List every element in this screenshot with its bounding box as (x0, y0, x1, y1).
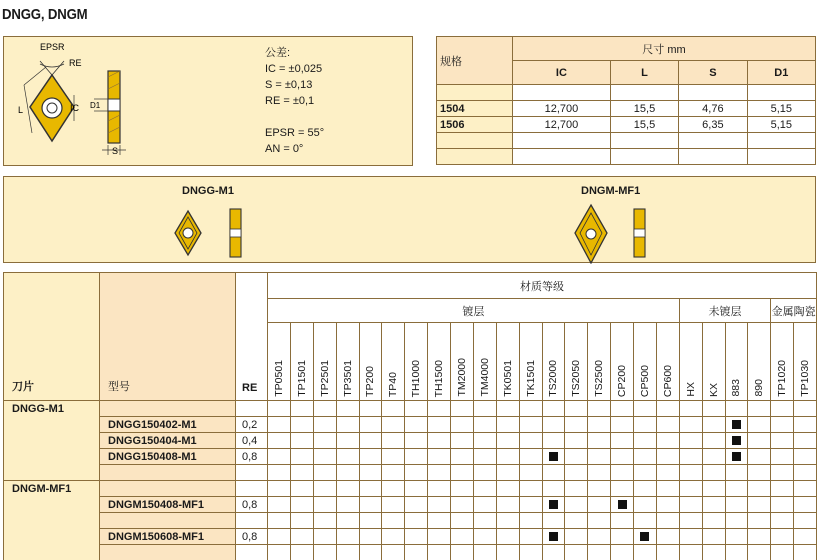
grade-cell (519, 417, 542, 433)
grade-cell (565, 433, 588, 449)
availability-mark-icon (549, 532, 558, 541)
grade-cell (702, 417, 725, 433)
grade-cell (725, 529, 748, 545)
grade-table-wrapper (3, 272, 816, 556)
grade-header (336, 323, 359, 401)
table-row (4, 433, 817, 449)
grade-cell (702, 497, 725, 513)
grade-cell (748, 529, 771, 545)
grade-header (702, 323, 725, 401)
grade-cell (268, 433, 291, 449)
grade-cell (771, 417, 794, 433)
angle-an: AN = 0° (265, 143, 304, 155)
grade-cell (611, 417, 634, 433)
grade-cell (679, 497, 702, 513)
grade-cell (473, 449, 496, 465)
grade-name: TS2500 (593, 360, 606, 397)
insert-side-view-icon (94, 71, 126, 155)
grade-cell (565, 449, 588, 465)
material-heading: 材质等级 (268, 273, 817, 299)
col-re-header: RE (236, 273, 268, 401)
grade-cell (359, 497, 382, 513)
grade-cell (519, 497, 542, 513)
grade-cell (565, 497, 588, 513)
grade-name: CP200 (616, 364, 629, 397)
size-heading: 尺寸 mm (513, 37, 816, 61)
grade-header (382, 323, 405, 401)
grade-cell (794, 417, 817, 433)
grade-cell (588, 449, 611, 465)
grade-cell (451, 529, 474, 545)
availability-mark-icon (640, 532, 649, 541)
grade-cell (702, 449, 725, 465)
grade-header (748, 323, 771, 401)
grade-cell (519, 433, 542, 449)
grade-cell (725, 449, 748, 465)
grade-cell (268, 497, 291, 513)
grade-cell (290, 497, 313, 513)
grade-cell (611, 449, 634, 465)
grade-cell (473, 497, 496, 513)
grade-cell (451, 449, 474, 465)
re-cell: 0,8 (236, 497, 268, 513)
model-cell: DNGG150408-M1 (100, 449, 236, 465)
grade-cell (725, 497, 748, 513)
grade-cell (771, 433, 794, 449)
group-cermet: 金属陶瓷 (771, 299, 817, 323)
grade-header (290, 323, 313, 401)
grade-cell (359, 449, 382, 465)
geometry-label-dngg-m1: DNGG-M1 (182, 185, 234, 197)
col-ic: IC (513, 61, 611, 85)
insert-drawing (4, 37, 414, 167)
page-title: DNGG, DNGM (2, 6, 88, 23)
grade-name: TP1020 (776, 360, 789, 397)
grade-cell (336, 449, 359, 465)
grade-name: 883 (730, 379, 743, 397)
grade-cell (405, 417, 428, 433)
grade-cell (771, 497, 794, 513)
grade-cell (405, 529, 428, 545)
grade-cell (519, 529, 542, 545)
grade-cell (313, 433, 336, 449)
grade-cell (588, 417, 611, 433)
grade-cell (313, 449, 336, 465)
grade-name: TS2050 (570, 360, 583, 397)
grade-cell (428, 449, 451, 465)
tolerance-ic: IC = ±0,025 (265, 63, 323, 75)
grade-cell (725, 433, 748, 449)
grade-cell (405, 497, 428, 513)
dngm-mf1-insert-icon (575, 205, 645, 263)
grade-header (313, 323, 336, 401)
insert-top-view-icon (24, 61, 74, 141)
grade-name: CP600 (661, 364, 674, 397)
table-row (4, 417, 817, 433)
grade-cell (542, 433, 565, 449)
grade-name: TK0501 (501, 360, 514, 397)
grade-header (679, 323, 702, 401)
grade-cell (496, 433, 519, 449)
grade-cell (656, 529, 679, 545)
grade-cell (290, 433, 313, 449)
grade-header (794, 323, 817, 401)
grade-cell (702, 529, 725, 545)
grade-name: TP1501 (295, 360, 308, 397)
tolerance-re: RE = ±0,1 (265, 95, 315, 107)
availability-mark-icon (732, 420, 741, 429)
grade-cell (336, 497, 359, 513)
grade-header (634, 323, 657, 401)
spec-header: 规格 (437, 37, 513, 85)
model-cell: DNGG150404-M1 (100, 433, 236, 449)
grade-header (588, 323, 611, 401)
grade-name: TS2000 (547, 360, 560, 397)
grade-cell (290, 417, 313, 433)
grade-cell (634, 497, 657, 513)
grade-cell (336, 529, 359, 545)
grade-header (542, 323, 565, 401)
grade-cell (656, 497, 679, 513)
grade-cell (565, 417, 588, 433)
grade-header (519, 323, 542, 401)
grade-header (359, 323, 382, 401)
grade-name: TK1501 (524, 360, 537, 397)
grade-cell (473, 417, 496, 433)
grade-cell (336, 433, 359, 449)
grade-cell (451, 433, 474, 449)
grade-header (611, 323, 634, 401)
re-cell: 0,4 (236, 433, 268, 449)
grade-cell (428, 433, 451, 449)
grade-cell (588, 497, 611, 513)
grade-cell (268, 417, 291, 433)
grade-name: KX (707, 382, 720, 397)
epsr-label: EPSR (40, 42, 65, 52)
grade-cell (679, 417, 702, 433)
grade-cell (702, 433, 725, 449)
grade-cell (359, 433, 382, 449)
grade-cell (656, 433, 679, 449)
re-cell: 0,8 (236, 529, 268, 545)
grade-header (565, 323, 588, 401)
tolerance-block (265, 45, 324, 157)
grade-name: TP3501 (341, 360, 354, 397)
grade-cell (634, 529, 657, 545)
grade-header (656, 323, 679, 401)
grade-cell (794, 433, 817, 449)
grade-name: TH1500 (433, 359, 446, 397)
model-cell: DNGM150608-MF1 (100, 529, 236, 545)
availability-mark-icon (618, 500, 627, 509)
grade-cell (336, 417, 359, 433)
col-d1: D1 (747, 61, 815, 85)
grade-cell (634, 433, 657, 449)
grade-cell (405, 449, 428, 465)
grade-cell (473, 529, 496, 545)
grade-name: TP2501 (318, 360, 331, 397)
grade-cell (794, 449, 817, 465)
grade-cell (290, 529, 313, 545)
grade-cell (679, 529, 702, 545)
grade-cell (748, 417, 771, 433)
grade-cell (542, 529, 565, 545)
grade-header (725, 323, 748, 401)
grade-cell (611, 529, 634, 545)
grade-name: TP0501 (272, 360, 285, 397)
dimension-table (436, 36, 816, 165)
re-cell: 0,8 (236, 449, 268, 465)
grade-cell (588, 529, 611, 545)
grade-header (473, 323, 496, 401)
model-cell: DNGM150408-MF1 (100, 497, 236, 513)
grade-cell (313, 417, 336, 433)
grade-cell (451, 417, 474, 433)
grade-cell (542, 497, 565, 513)
availability-mark-icon (732, 452, 741, 461)
ic-label: IC (70, 103, 79, 113)
grade-cell (588, 433, 611, 449)
grade-name: TP1030 (799, 360, 812, 397)
availability-mark-icon (732, 436, 741, 445)
grade-cell (725, 417, 748, 433)
grade-cell (496, 497, 519, 513)
grade-cell (542, 417, 565, 433)
grade-name: HX (684, 382, 697, 397)
group-uncoated: 未镀层 (679, 299, 771, 323)
grade-cell (542, 449, 565, 465)
grade-header (496, 323, 519, 401)
grade-cell (656, 449, 679, 465)
grade-cell (268, 449, 291, 465)
spec-panel (3, 36, 413, 166)
grade-name: TP200 (364, 366, 377, 397)
group-coated: 镀层 (268, 299, 680, 323)
table-row: 1504 12,700 15,5 4,76 5,15 (437, 101, 816, 117)
grade-cell (473, 433, 496, 449)
grade-cell (290, 449, 313, 465)
d1-label: D1 (90, 101, 101, 110)
re-cell: 0,2 (236, 417, 268, 433)
grade-name: CP500 (638, 364, 651, 397)
grade-name: TP40 (387, 371, 400, 397)
grade-cell (634, 417, 657, 433)
re-label: RE (69, 58, 82, 68)
table-row (4, 497, 817, 513)
table-row (4, 449, 817, 465)
grade-cell (428, 417, 451, 433)
grade-cell (748, 497, 771, 513)
geometry-label-dngm-mf1: DNGM-MF1 (581, 185, 641, 197)
col-model-header: 型号 (100, 273, 236, 401)
tolerance-heading: 公差: (265, 47, 291, 59)
model-cell: DNGG150402-M1 (100, 417, 236, 433)
grade-cell (313, 497, 336, 513)
col-l: L (610, 61, 678, 85)
grade-cell (382, 529, 405, 545)
grade-header (771, 323, 794, 401)
grade-cell (679, 449, 702, 465)
grade-cell (428, 497, 451, 513)
table-row (4, 529, 817, 545)
grade-cell (771, 449, 794, 465)
grade-cell (611, 497, 634, 513)
table-row: 1506 12,700 15,5 6,35 5,15 (437, 117, 816, 133)
grade-cell (519, 449, 542, 465)
grade-name: TM2000 (455, 358, 468, 397)
grade-cell (428, 529, 451, 545)
grade-header (268, 323, 291, 401)
grade-cell (748, 449, 771, 465)
angle-epsr: EPSR = 55° (265, 127, 325, 139)
s-label: S (112, 146, 119, 156)
grade-header (451, 323, 474, 401)
grade-cell (359, 417, 382, 433)
grade-name: TH1000 (410, 359, 423, 397)
col-insert-header: 刀片 (4, 273, 100, 401)
insert-group-label: DNGM-MF1 (4, 481, 100, 560)
grade-cell (496, 449, 519, 465)
grade-header (405, 323, 428, 401)
grade-cell (496, 417, 519, 433)
grade-cell (496, 529, 519, 545)
grade-cell (771, 529, 794, 545)
grade-cell (794, 529, 817, 545)
tolerance-s: S = ±0,13 (265, 79, 313, 91)
grade-name: TM4000 (478, 358, 491, 397)
col-s: S (679, 61, 747, 85)
grade-cell (359, 529, 382, 545)
availability-mark-icon (549, 500, 558, 509)
grade-cell (794, 497, 817, 513)
grade-cell (634, 449, 657, 465)
grade-cell (382, 433, 405, 449)
grade-cell (656, 417, 679, 433)
dimension-table-wrapper (436, 36, 816, 165)
availability-mark-icon (549, 452, 558, 461)
grade-cell (382, 497, 405, 513)
dngg-m1-insert-icon (175, 209, 241, 257)
grade-cell (268, 529, 291, 545)
grade-name: 890 (753, 379, 766, 397)
grade-cell (382, 417, 405, 433)
grade-cell (313, 529, 336, 545)
grade-table (3, 272, 817, 560)
grade-cell (748, 433, 771, 449)
grade-header (428, 323, 451, 401)
grade-cell (451, 497, 474, 513)
grade-cell (679, 433, 702, 449)
l-label: L (18, 105, 24, 115)
grade-cell (382, 449, 405, 465)
geometry-panel (3, 176, 816, 263)
geometry-drawings (4, 177, 817, 264)
grade-cell (405, 433, 428, 449)
grade-cell (565, 529, 588, 545)
insert-group-label: DNGG-M1 (4, 401, 100, 481)
grade-cell (611, 433, 634, 449)
